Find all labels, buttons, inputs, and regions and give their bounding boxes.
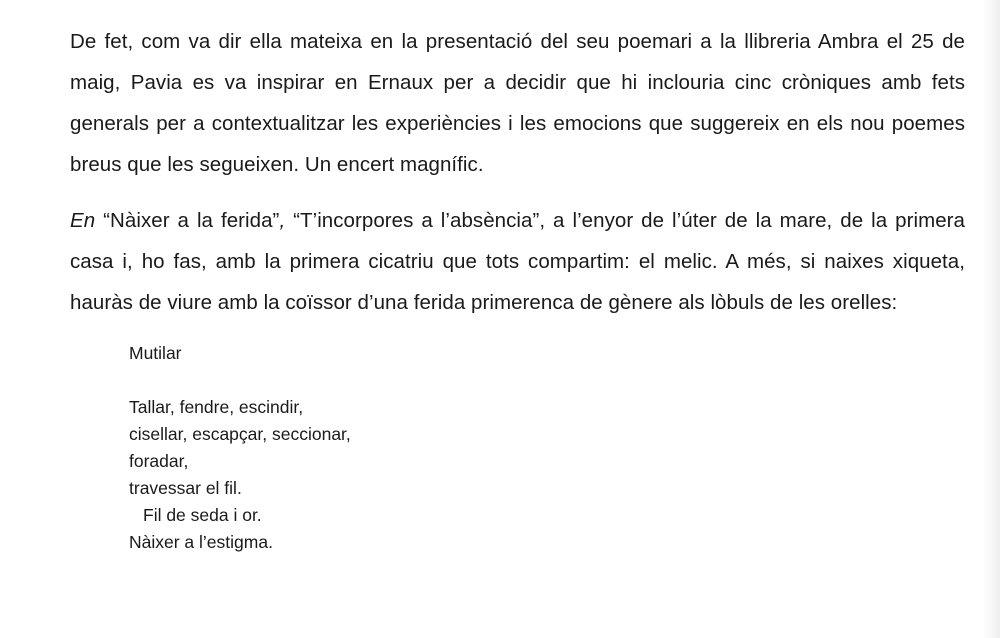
paragraph-2-italic-lead: En xyxy=(70,209,96,232)
paragraph-1: De fet, com va dir ella mateixa en la presentació del seu poemari a la llibreria Ambra el 25 de maig, Pavia es va inspirar en Ernaux per a decidir que hi inclouria cinc cròniques amb fets generals per a contextualitzar les experiències i les emocions que suggereix en els nou poemes breus que les segueixen. Un encert magnífic. xyxy=(70,30,965,176)
poem-block xyxy=(129,340,965,556)
poem-title: Mutilar xyxy=(129,343,182,363)
paragraph-2-text-b: “T’incorpores a l’absència”, a l’enyor de l’úter de la mare, de la primera casa i, ho fas, amb la primera cicatriu que tots compartim: el melic. A més, si naixes xiqueta, hauràs de viure amb la coïssor d’una ferida primerenca de gènere als lòbuls de les orelles: xyxy=(70,209,965,314)
poem-line: Nàixer a l’estigma. xyxy=(129,532,273,552)
paragraph-2-text-a: “Nàixer a la ferida” xyxy=(95,209,280,232)
poem-line: cisellar, escapçar, seccionar, xyxy=(129,424,351,444)
paragraph-2-italic-comma: , xyxy=(279,209,286,232)
poem-line: Fil de seda i or. xyxy=(143,505,262,525)
poem-line: foradar, xyxy=(129,451,189,471)
page-edge-shadow xyxy=(982,0,1000,638)
poem-line: travessar el fil. xyxy=(129,478,242,498)
paragraph-2 xyxy=(70,200,965,323)
article-body xyxy=(70,21,965,556)
poem-line: Tallar, fendre, escindir, xyxy=(129,397,304,417)
